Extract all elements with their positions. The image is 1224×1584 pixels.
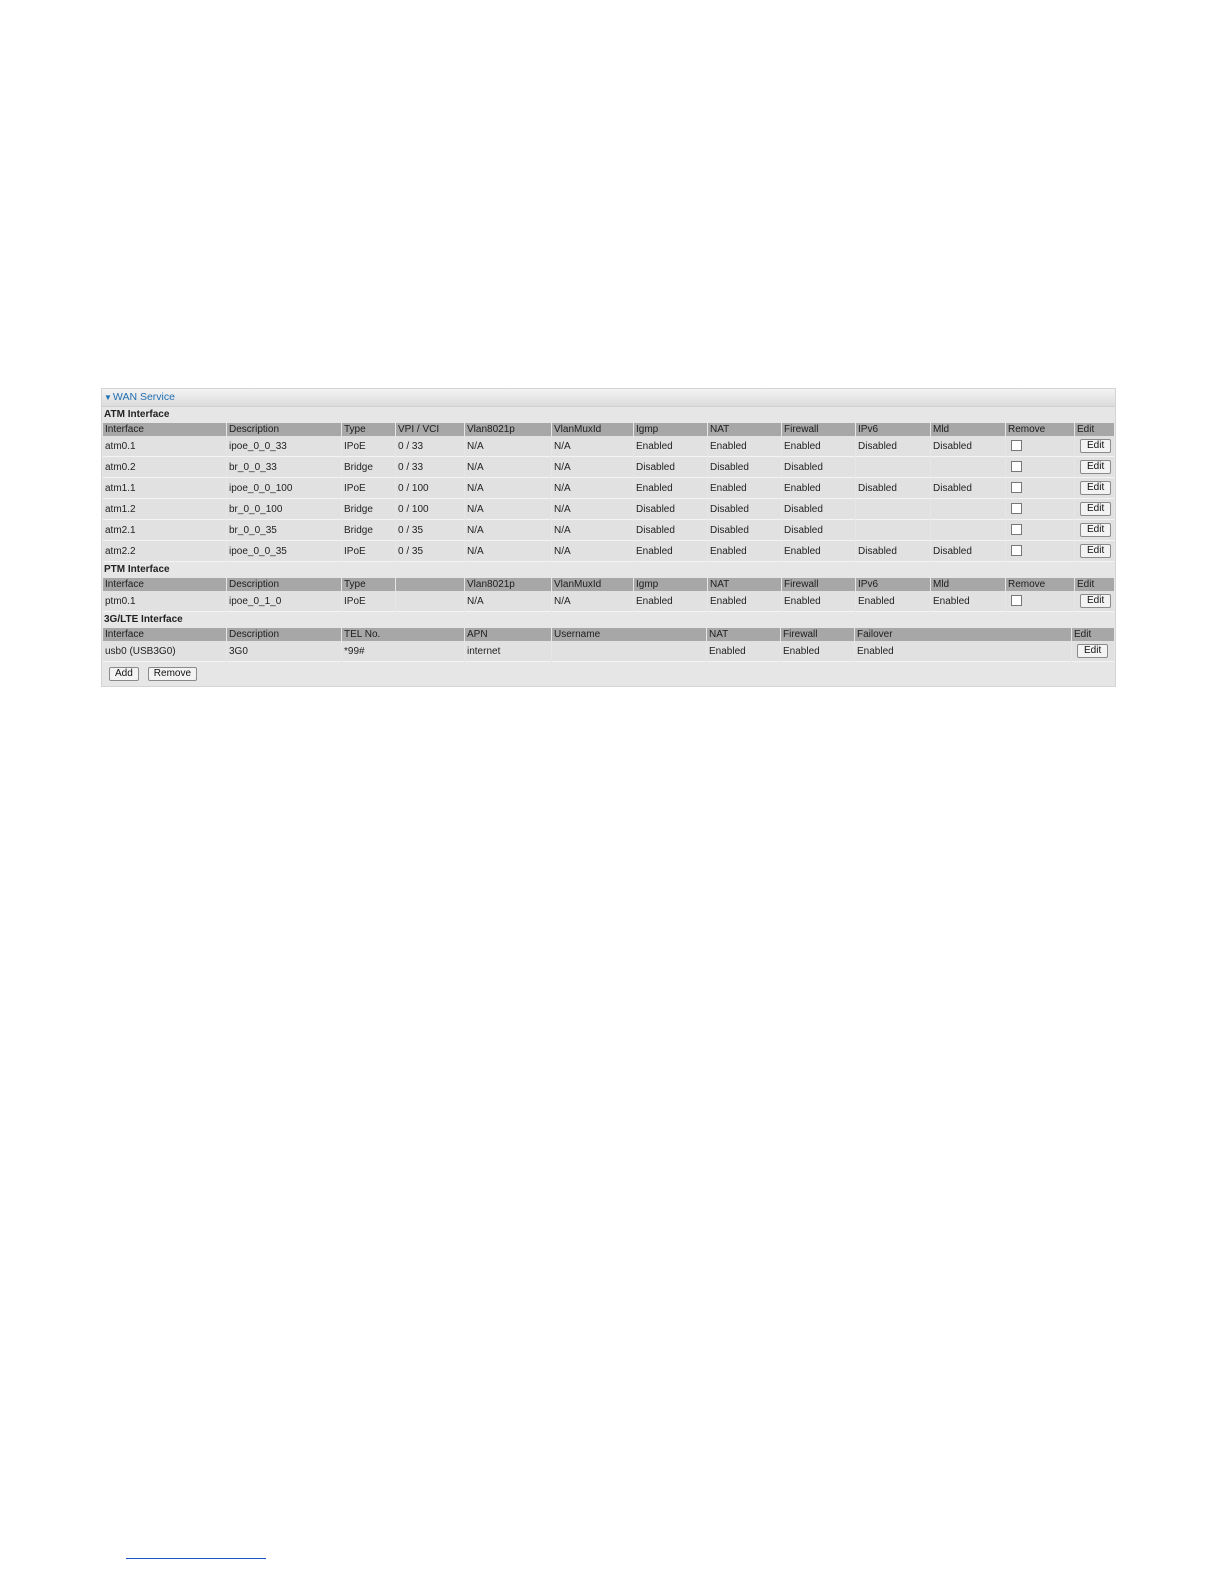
table-cell: Disabled — [856, 541, 930, 562]
table-cell: Disabled — [708, 499, 781, 520]
table-cell: IPoE — [342, 478, 395, 499]
edit-button[interactable]: Edit — [1080, 481, 1111, 495]
edit-button[interactable]: Edit — [1080, 544, 1111, 558]
remove-cell — [1006, 478, 1074, 499]
remove-cell — [1006, 457, 1074, 478]
table-cell: Enabled — [708, 591, 781, 612]
table-cell: ipoe_0_1_0 — [227, 591, 341, 612]
column-header: Firewall — [781, 628, 854, 641]
table-cell: Enabled — [634, 436, 707, 457]
table-cell: Disabled — [634, 499, 707, 520]
table-cell: Enabled — [634, 541, 707, 562]
remove-checkbox[interactable] — [1011, 461, 1022, 472]
table-cell — [931, 499, 1005, 520]
table-cell: Enabled — [634, 478, 707, 499]
table-cell: N/A — [465, 457, 551, 478]
column-header: Igmp — [634, 423, 707, 436]
table-row — [103, 520, 1114, 541]
column-header: Failover — [855, 628, 1071, 641]
column-header: Description — [227, 423, 341, 436]
column-header: VlanMuxId — [552, 423, 633, 436]
edit-cell — [1075, 520, 1114, 541]
column-header: NAT — [708, 423, 781, 436]
table-cell: 0 / 100 — [396, 499, 464, 520]
ptm-interface-table — [102, 578, 1115, 612]
column-header: Firewall — [782, 423, 855, 436]
remove-checkbox[interactable] — [1011, 524, 1022, 535]
atm-header-row — [103, 423, 1114, 436]
column-header: Edit — [1075, 423, 1114, 436]
table-cell: Disabled — [782, 457, 855, 478]
table-cell: atm1.1 — [103, 478, 226, 499]
table-cell: Disabled — [856, 478, 930, 499]
table-cell: Enabled — [782, 436, 855, 457]
table-cell: ipoe_0_0_33 — [227, 436, 341, 457]
column-header — [396, 578, 464, 591]
remove-cell — [1006, 436, 1074, 457]
edit-button[interactable]: Edit — [1080, 523, 1111, 537]
table-cell: IPoE — [342, 436, 395, 457]
table-cell: N/A — [465, 478, 551, 499]
atm-section-label: ATM Interface — [102, 407, 1115, 423]
table-cell — [931, 520, 1005, 541]
add-button[interactable]: Add — [109, 667, 139, 681]
column-header: Firewall — [782, 578, 855, 591]
table-cell: 0 / 100 — [396, 478, 464, 499]
table-cell: usb0 (USB3G0) — [103, 641, 226, 662]
table-cell: Disabled — [708, 520, 781, 541]
column-header: APN — [465, 628, 551, 641]
table-cell: atm2.2 — [103, 541, 226, 562]
table-cell: internet — [465, 641, 551, 662]
table-cell: Enabled — [782, 591, 855, 612]
table-cell: 3G0 — [227, 641, 341, 662]
lte-header-row — [103, 628, 1114, 641]
table-row — [103, 541, 1114, 562]
table-cell: 0 / 35 — [396, 520, 464, 541]
table-cell: N/A — [552, 591, 633, 612]
edit-button[interactable]: Edit — [1080, 594, 1111, 608]
table-cell: Enabled — [855, 641, 1071, 662]
edit-button[interactable]: Edit — [1077, 644, 1108, 658]
table-cell — [856, 457, 930, 478]
table-row — [103, 591, 1114, 612]
edit-cell — [1075, 436, 1114, 457]
column-header: Interface — [103, 628, 226, 641]
table-row — [103, 478, 1114, 499]
column-header: NAT — [708, 578, 781, 591]
column-header: Type — [342, 578, 395, 591]
table-cell: 0 / 35 — [396, 541, 464, 562]
table-cell: N/A — [465, 499, 551, 520]
table-cell: Disabled — [634, 457, 707, 478]
remove-checkbox[interactable] — [1011, 482, 1022, 493]
remove-checkbox[interactable] — [1011, 545, 1022, 556]
table-cell: Enabled — [856, 591, 930, 612]
table-cell: Enabled — [707, 641, 780, 662]
edit-cell — [1075, 457, 1114, 478]
column-header: NAT — [707, 628, 780, 641]
remove-checkbox[interactable] — [1011, 440, 1022, 451]
table-cell: IPoE — [342, 541, 395, 562]
table-cell — [552, 641, 706, 662]
table-cell: Enabled — [782, 478, 855, 499]
table-cell — [856, 499, 930, 520]
table-cell: N/A — [552, 478, 633, 499]
table-row — [103, 436, 1114, 457]
table-cell: 0 / 33 — [396, 457, 464, 478]
table-cell: N/A — [552, 457, 633, 478]
remove-cell — [1006, 499, 1074, 520]
table-cell: *99# — [342, 641, 464, 662]
remove-checkbox[interactable] — [1011, 595, 1022, 606]
table-cell: N/A — [552, 520, 633, 541]
table-cell: atm0.2 — [103, 457, 226, 478]
table-cell: Enabled — [708, 436, 781, 457]
edit-cell — [1075, 499, 1114, 520]
table-cell: N/A — [552, 499, 633, 520]
table-cell: N/A — [552, 436, 633, 457]
table-cell: ptm0.1 — [103, 591, 226, 612]
column-header: Interface — [103, 423, 226, 436]
table-cell — [396, 591, 464, 612]
table-cell: br_0_0_100 — [227, 499, 341, 520]
table-cell: Enabled — [781, 641, 854, 662]
table-cell: Bridge — [342, 499, 395, 520]
remove-cell — [1006, 520, 1074, 541]
table-row — [103, 499, 1114, 520]
wan-service-panel — [101, 388, 1116, 687]
table-cell: Enabled — [708, 478, 781, 499]
column-header: Remove — [1006, 423, 1074, 436]
column-header: Description — [227, 628, 341, 641]
footnote-separator — [126, 1558, 266, 1559]
edit-button[interactable]: Edit — [1080, 502, 1111, 516]
atm-interface-table — [102, 423, 1115, 562]
table-cell: Bridge — [342, 520, 395, 541]
column-header: Interface — [103, 578, 226, 591]
wan-service-header[interactable] — [102, 389, 1115, 407]
edit-button[interactable]: Edit — [1080, 439, 1111, 453]
table-cell: atm2.1 — [103, 520, 226, 541]
table-cell: Disabled — [931, 541, 1005, 562]
table-cell: br_0_0_33 — [227, 457, 341, 478]
edit-cell — [1075, 541, 1114, 562]
column-header: VlanMuxId — [552, 578, 633, 591]
edit-cell — [1075, 478, 1114, 499]
ptm-header-row — [103, 578, 1114, 591]
edit-cell — [1075, 591, 1114, 612]
remove-checkbox[interactable] — [1011, 503, 1022, 514]
column-header: VPI / VCI — [396, 423, 464, 436]
column-header: Username — [552, 628, 706, 641]
column-header: Vlan8021p — [465, 423, 551, 436]
table-cell: Enabled — [634, 591, 707, 612]
column-header: Remove — [1006, 578, 1074, 591]
edit-cell — [1072, 641, 1114, 662]
table-cell: br_0_0_35 — [227, 520, 341, 541]
table-cell: Disabled — [856, 436, 930, 457]
table-cell: Disabled — [782, 520, 855, 541]
table-cell: ipoe_0_0_100 — [227, 478, 341, 499]
collapse-triangle-icon[interactable]: ▼ — [104, 393, 112, 402]
table-cell: 0 / 33 — [396, 436, 464, 457]
table-cell — [856, 520, 930, 541]
column-header: Igmp — [634, 578, 707, 591]
column-header: Edit — [1072, 628, 1114, 641]
edit-button[interactable]: Edit — [1080, 460, 1111, 474]
table-cell: N/A — [552, 541, 633, 562]
table-cell — [931, 457, 1005, 478]
table-cell: N/A — [465, 591, 551, 612]
column-header: Vlan8021p — [465, 578, 551, 591]
column-header: Description — [227, 578, 341, 591]
table-cell: IPoE — [342, 591, 395, 612]
footer-actions — [102, 662, 1115, 686]
table-cell: Enabled — [708, 541, 781, 562]
table-cell: ipoe_0_0_35 — [227, 541, 341, 562]
column-header: Mld — [931, 578, 1005, 591]
panel-title: WAN Service — [112, 391, 175, 403]
table-row — [103, 641, 1114, 662]
column-header: IPv6 — [856, 423, 930, 436]
table-cell: N/A — [465, 541, 551, 562]
table-cell: Disabled — [931, 478, 1005, 499]
table-cell: Disabled — [782, 499, 855, 520]
lte-section-label: 3G/LTE Interface — [102, 612, 1115, 628]
table-cell: Disabled — [931, 436, 1005, 457]
table-cell: Enabled — [782, 541, 855, 562]
column-header: Type — [342, 423, 395, 436]
column-header: TEL No. — [342, 628, 464, 641]
ptm-section-label: PTM Interface — [102, 562, 1115, 578]
table-cell: Enabled — [931, 591, 1005, 612]
table-cell: Bridge — [342, 457, 395, 478]
remove-cell — [1006, 591, 1074, 612]
table-cell: atm0.1 — [103, 436, 226, 457]
table-cell: Disabled — [708, 457, 781, 478]
remove-button[interactable]: Remove — [148, 667, 197, 681]
table-cell: Disabled — [634, 520, 707, 541]
column-header: Edit — [1075, 578, 1114, 591]
column-header: Mld — [931, 423, 1005, 436]
remove-cell — [1006, 541, 1074, 562]
table-row — [103, 457, 1114, 478]
lte-interface-table — [102, 628, 1115, 662]
table-cell: N/A — [465, 436, 551, 457]
table-cell: N/A — [465, 520, 551, 541]
table-cell: atm1.2 — [103, 499, 226, 520]
column-header: IPv6 — [856, 578, 930, 591]
